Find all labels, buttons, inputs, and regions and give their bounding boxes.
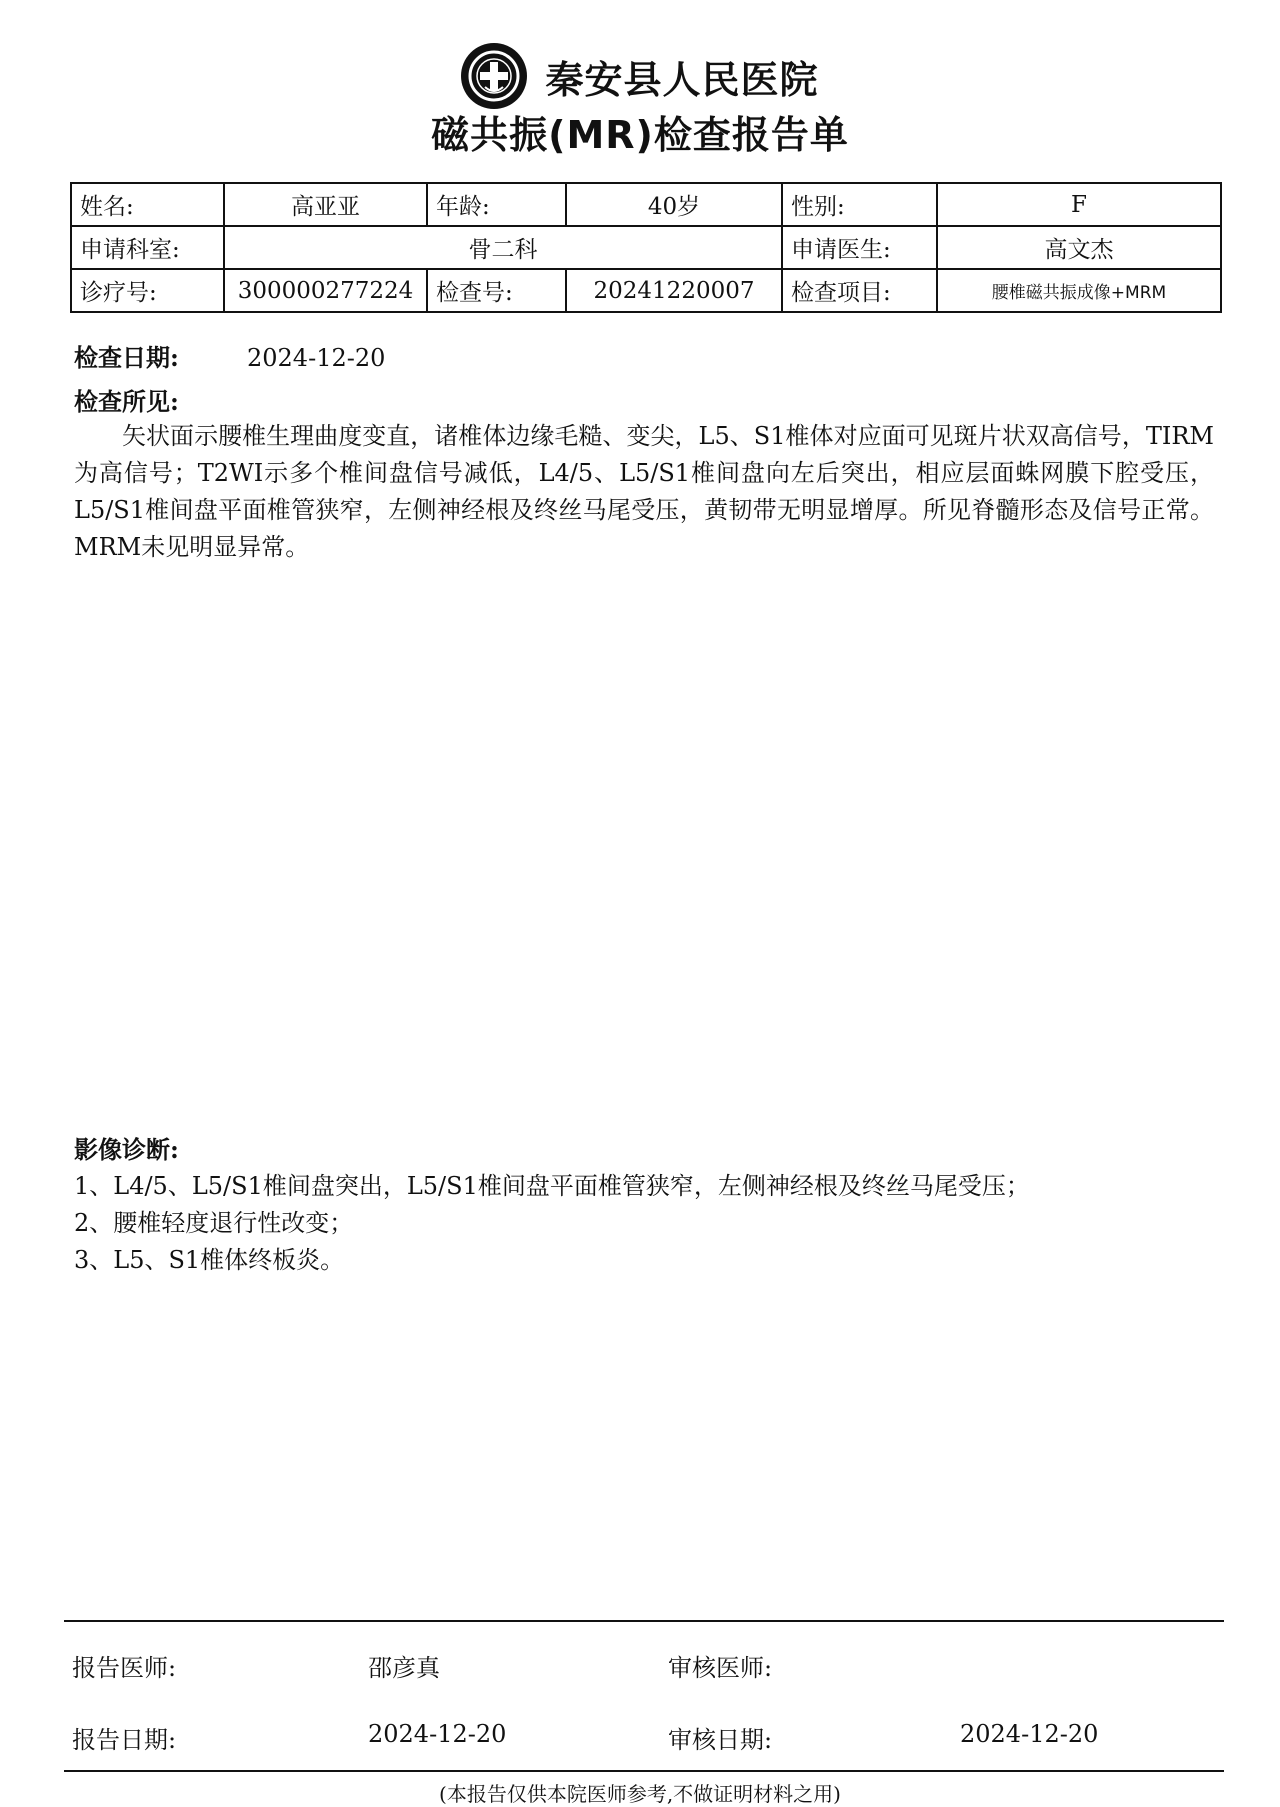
- exam-item: 腰椎磁共振成像+MRM: [937, 269, 1221, 312]
- exam-no: 20241220007: [566, 269, 782, 312]
- list-item: 1、L4/5、L5/S1椎间盘突出，L5/S1椎间盘平面椎管狭窄，左侧神经根及终丝马尾受压；: [74, 1172, 1030, 1200]
- name-label: 姓名:: [71, 183, 224, 226]
- report-date: 2024-12-20: [368, 1720, 507, 1748]
- hospital-name: 秦安县人民医院: [545, 57, 819, 102]
- exam-no-label: 检查号:: [427, 269, 566, 312]
- exam-item-label: 检查项目:: [782, 269, 937, 312]
- table-row: [71, 226, 1221, 269]
- table-row: [71, 183, 1221, 226]
- exam-date-label: 检查日期:: [74, 343, 179, 372]
- doctor-label: 申请医生:: [782, 226, 937, 269]
- review-date: 2024-12-20: [960, 1720, 1099, 1748]
- list-item: 2、腰椎轻度退行性改变；: [74, 1209, 354, 1237]
- patient-info-table: [70, 182, 1222, 313]
- age-label: 年龄:: [427, 183, 566, 226]
- footer-divider-top: [64, 1620, 1224, 1622]
- dept-label: 申请科室:: [71, 226, 224, 269]
- exam-date-row: [74, 338, 385, 373]
- report-date-label: 报告日期:: [72, 1726, 177, 1754]
- review-doctor-label: 审核医师:: [668, 1654, 773, 1682]
- request-doctor: 高文杰: [937, 226, 1221, 269]
- clinic-no: 300000277224: [224, 269, 427, 312]
- diagnosis-list: [74, 1168, 1234, 1279]
- request-dept: 骨二科: [224, 226, 782, 269]
- review-date-label: 审核日期:: [668, 1726, 773, 1754]
- disclaimer: (本报告仅供本院医师参考,不做证明材料之用): [439, 1782, 841, 1806]
- patient-age: 40岁: [566, 183, 782, 226]
- patient-name: 高亚亚: [224, 183, 427, 226]
- report-doctor-label: 报告医师:: [72, 1654, 177, 1682]
- diagnosis-heading: 影像诊断:: [74, 1135, 179, 1164]
- hospital-emblem-icon: [461, 43, 527, 109]
- list-item: 3、L5、S1椎体终板炎。: [74, 1246, 345, 1274]
- exam-date: 2024-12-20: [247, 344, 386, 372]
- clinic-no-label: 诊疗号:: [71, 269, 224, 312]
- report-doctor: 邵彦真: [368, 1654, 440, 1682]
- findings-text: 矢状面示腰椎生理曲度变直，诸椎体边缘毛糙、变尖，L5、S1椎体对应面可见斑片状双高信号，TIRM为高信号；T2WI示多个椎间盘信号减低，L4/5、L5/S1椎间盘向左后突出，相应层面蛛网膜下腔受压，L5/S1椎间盘平面椎管狭窄，左侧神经根及终丝马尾受压，黄韧带无明显增厚。所见脊髓形态及信号正常。MRM未见明显异常。: [74, 422, 1214, 561]
- findings-heading: 检查所见:: [74, 387, 179, 416]
- report-title: 磁共振(MR)检查报告单: [431, 113, 849, 157]
- footer-divider-bottom: [64, 1770, 1224, 1772]
- patient-sex: F: [937, 183, 1221, 226]
- sex-label: 性别:: [782, 183, 937, 226]
- table-row: [71, 269, 1221, 312]
